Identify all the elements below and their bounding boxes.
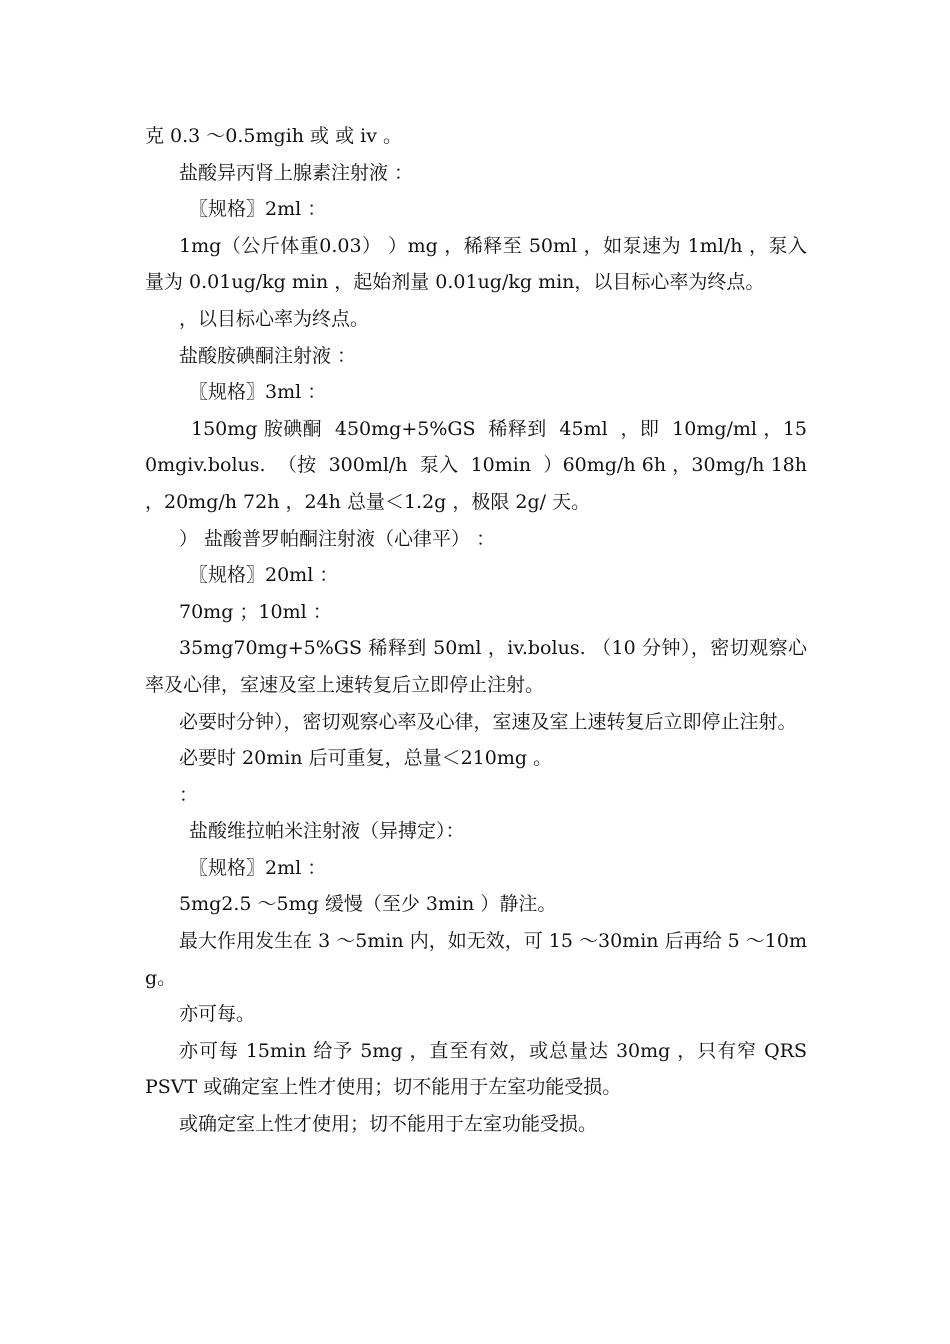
spec-verapamil: 〖规格〗2ml ： xyxy=(189,856,327,879)
paragraph-propafenone-dosage: 35mg70mg+5%GS 稀释到 50ml ，iv.bolus. （10 分钟），密切观察心率及心律，室速及室上速转复后立即停止注射。 xyxy=(145,637,807,696)
paragraph-isoprenaline-dosage: 1mg（公斤体重0.03） ）mg ，稀释至 50ml ，如泵速为 1ml/h ，泵入量为 0.01ug/kg min ，起始剂量 0.01ug/kg min，以目标心率为终点。 xyxy=(145,234,807,294)
heading-propafenone-injection: ） 盐酸普罗帕酮注射液（心律平） ： xyxy=(179,527,496,550)
heading-isoprenaline-injection: 盐酸异丙肾上腺素注射液 ： xyxy=(179,161,414,184)
paragraph-verapamil-also: 亦可每。 xyxy=(179,1003,256,1026)
paragraph-verapamil-dosage: 5mg2.5 ～5mg 缓慢（至少 3min ）静注。 xyxy=(179,893,557,916)
paragraph-verapamil-caution: 或确定室上性才使用；切不能用于左室功能受损。 xyxy=(179,1113,598,1136)
paragraph-propafenone-repeat: 必要时 20min 后可重复，总量＜210mg 。 xyxy=(179,747,553,770)
spec-propafenone: 〖规格〗20ml ： xyxy=(189,564,339,587)
paragraph-target-heart-rate: ，以目标心率为终点。 xyxy=(179,307,370,330)
spec-amiodarone: 〖规格〗3ml ： xyxy=(189,381,327,404)
paragraph-propafenone-observe: 必要时分钟），密切观察心率及心律，室速及室上速转复后立即停止注射。 xyxy=(179,710,797,733)
paragraph-verapamil-max-effect: 最大作用发生在 3 ～5min 内，如无效，可 15 ～30min 后再给 5 ～10mg。 xyxy=(145,930,807,989)
paragraph-amiodarone-dosage: 150mg 胺碘酮 450mg+5%GS 稀释到 45ml ，即 10mg/ml ，150mgiv.bolus. （按 300ml/h 泵入 10min ）60mg/h 6h ，30mg/h 18h ，20mg/h 72h ，24h 总量＜1.2g ，极限 2g/ 天。 xyxy=(145,417,814,513)
paragraph-colon: ： xyxy=(179,783,199,806)
paragraph-verapamil-repeat: 亦可每 15min 给予 5mg ，直至有效，或总量达 30mg ，只有窄 QRS PSVT 或确定室上性才使用；切不能用于左室功能受损。 xyxy=(145,1039,820,1099)
paragraph-propafenone-amount: 70mg ；10ml ： xyxy=(179,600,332,623)
document-body xyxy=(145,118,820,1143)
heading-amiodarone-injection: 盐酸胺碘酮注射液 ： xyxy=(179,344,357,367)
heading-verapamil-injection: 盐酸维拉帕米注射液（异搏定）： xyxy=(189,820,465,843)
spec-isoprenaline: 〖规格〗2ml ： xyxy=(189,198,327,221)
paragraph-dosage-clonidine: 克 0.3 ～0.5mgih 或 或 iv 。 xyxy=(145,125,402,147)
